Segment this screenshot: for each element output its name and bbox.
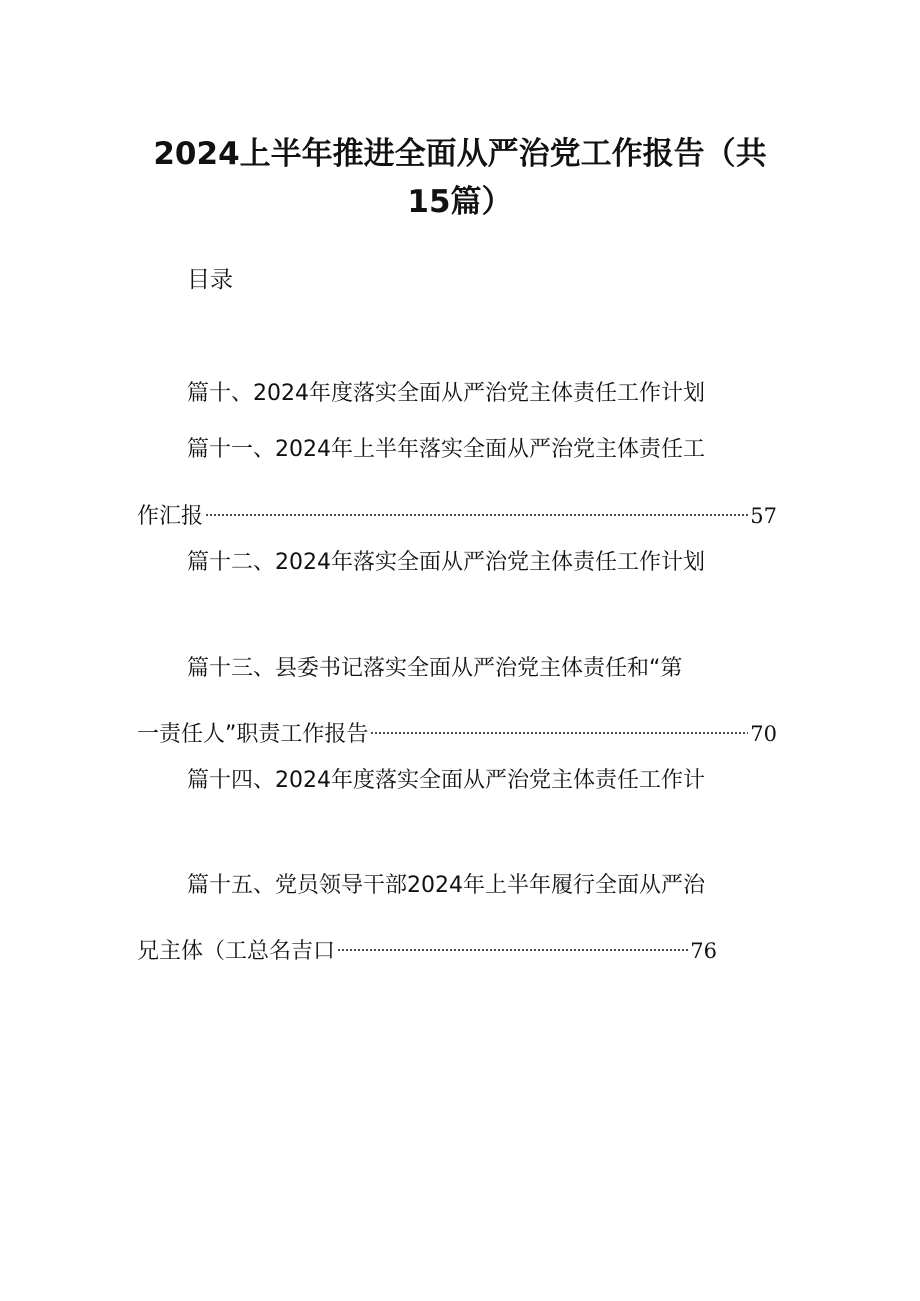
toc-entry-12[interactable]: 篇十二、2024年落实全面从严治党主体责任工作计划 — [187, 550, 705, 575]
toc-entry-14[interactable]: 篇十四、2024年度落实全面从严治党主体责任工作计 — [187, 768, 705, 793]
document-title-line-2: 15篇） — [407, 184, 513, 220]
toc-entry-11-line-1[interactable]: 篇十一、2024年上半年落实全面从严治党主体责任工 — [187, 437, 705, 462]
toc-entry-11-text: 作汇报 — [137, 504, 204, 529]
dot-leader — [337, 926, 688, 958]
toc-entry-11-line-2[interactable] — [137, 491, 777, 533]
dot-leader — [370, 709, 748, 741]
toc-entry-11-page: 57 — [750, 504, 777, 528]
toc-entry-13-page: 70 — [750, 722, 777, 746]
dot-leader — [205, 491, 748, 523]
toc-entry-15-line-1[interactable]: 篇十五、党员领导干部2024年上半年履行全面从严治 — [187, 873, 705, 898]
document-title-line-1: 2024上半年推进全面从严治党工作报告（共 — [153, 136, 767, 172]
toc-entry-15-text: 兄主体（工总名吉口 — [137, 939, 336, 964]
toc-entry-13-line-2[interactable] — [137, 709, 777, 751]
toc-entry-15-page: 76 — [690, 939, 717, 963]
toc-heading: 目录 — [187, 267, 233, 293]
toc-entry-15-line-2[interactable] — [137, 926, 717, 968]
toc-entry-13-line-1[interactable]: 篇十三、县委书记落实全面从严治党主体责任和“第 — [187, 656, 683, 681]
toc-entry-13-text: 一责任人”职责工作报告 — [137, 722, 369, 747]
toc-entry-10[interactable]: 篇十、2024年度落实全面从严治党主体责任工作计划 — [187, 381, 705, 406]
